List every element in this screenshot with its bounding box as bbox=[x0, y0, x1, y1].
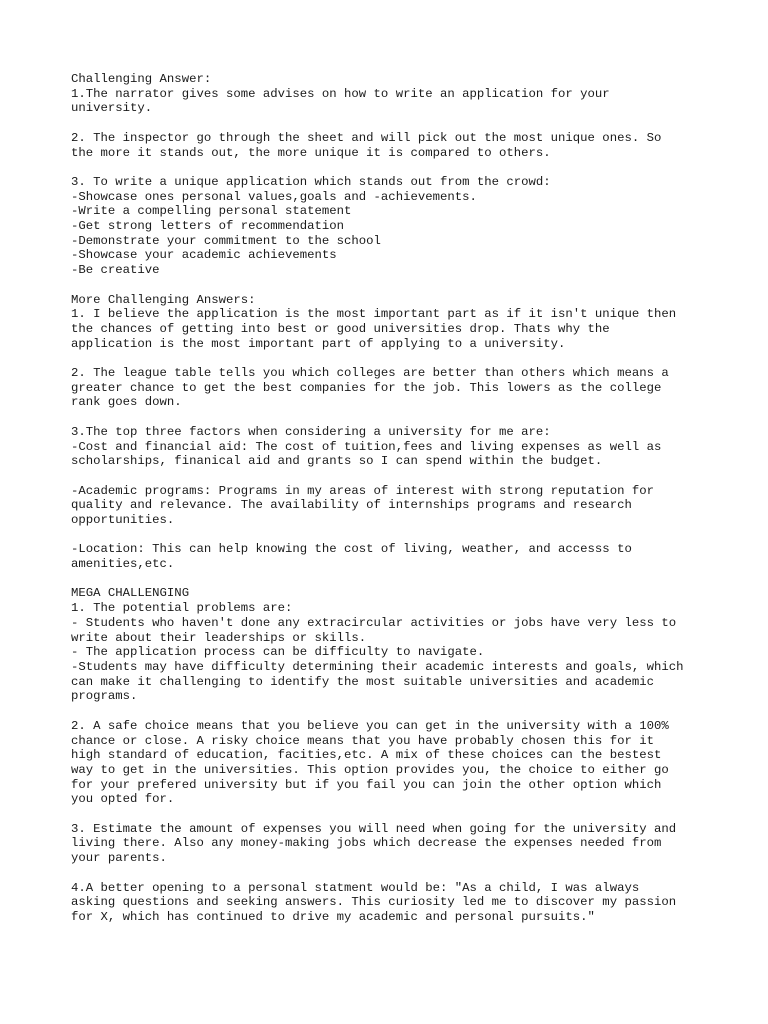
text-line: 2. The inspector go through the sheet and will pick out the most unique ones. So bbox=[71, 130, 662, 145]
list-item: -Students may have difficulty determining their academic interests and goals, which bbox=[71, 660, 684, 674]
text-line: amenities,etc. bbox=[71, 557, 175, 572]
list-item: -Showcase ones personal values,goals and -achievements. bbox=[71, 189, 477, 204]
text-line: 1.The narrator gives some advises on how to write an application for your bbox=[71, 86, 610, 101]
paragraph-academic-programs bbox=[71, 484, 731, 528]
text-line: greater chance to get the best companies for the job. This lowers as the college bbox=[71, 380, 662, 395]
list-item: -Academic programs: Programs in my areas of interest with strong reputation for bbox=[71, 483, 654, 498]
text-line: you opted for. bbox=[71, 792, 175, 807]
section-heading-mega-challenging: MEGA CHALLENGING bbox=[71, 586, 190, 601]
text-line: 4.A better opening to a personal statment would be: "As a child, I was always bbox=[71, 880, 640, 895]
text-line: can make it challenging to identify the most suitable universities and academic bbox=[71, 674, 654, 689]
text-line: 2. The league table tells you which colleges are better than others which means a bbox=[71, 366, 669, 380]
text-line: rank goes down. bbox=[71, 395, 182, 410]
text-line: application is the most important part of applying to a university. bbox=[71, 336, 566, 351]
text-line: programs. bbox=[71, 689, 138, 704]
text-line: your parents. bbox=[71, 851, 167, 866]
paragraph-location bbox=[71, 542, 731, 571]
list-item: -Demonstrate your commitment to the school bbox=[71, 233, 381, 248]
text-line: for your prefered university but if you fail you can join the other option which bbox=[71, 777, 662, 792]
text-line: chance or close. A risky choice means that you have probably chosen this for it bbox=[71, 733, 654, 748]
list-item: -Be creative bbox=[71, 263, 160, 278]
section-heading-more-challenging: More Challenging Answers: bbox=[71, 292, 256, 307]
text-line: write about their leaderships or skills. bbox=[71, 630, 367, 645]
text-line: asking questions and seeking answers. This curiosity led me to discover my passion bbox=[71, 895, 677, 910]
list-item: -Get strong letters of recommendation bbox=[71, 219, 345, 233]
list-item: - The application process can be difficulty to navigate. bbox=[71, 645, 485, 660]
paragraph-mega-challenging-3 bbox=[71, 822, 731, 866]
text-line: opportunities. bbox=[71, 513, 175, 527]
text-line: 3. Estimate the amount of expenses you will need when going for the university and bbox=[71, 821, 677, 836]
text-line: scholarships, finanical aid and grants so I can spend within the budget. bbox=[71, 454, 603, 469]
text-line: 3. To write a unique application which stands out from the crowd: bbox=[71, 174, 551, 189]
list-item: -Showcase your academic achievements bbox=[71, 248, 337, 263]
text-line: high standard of education, facities,etc. A mix of these choices can the bestest bbox=[71, 748, 662, 763]
text-line: 3.The top three factors when considering a university for me are: bbox=[71, 424, 551, 439]
paragraph-more-challenging-2 bbox=[71, 366, 731, 410]
document-page bbox=[71, 72, 731, 939]
paragraph-mega-challenging-2 bbox=[71, 719, 731, 807]
text-line: university. bbox=[71, 101, 153, 116]
text-line: for X, which has continued to drive my academic and personal pursuits." bbox=[71, 909, 595, 924]
text-line: living there. Also any money-making jobs which decrease the expenses needed from bbox=[71, 836, 662, 851]
paragraph-more-challenging-1 bbox=[71, 293, 731, 352]
list-item: -Write a compelling personal statement bbox=[71, 204, 352, 219]
paragraph-mega-challenging-1 bbox=[71, 586, 731, 704]
list-item: -Cost and financial aid: The cost of tuition,fees and living expenses as well as bbox=[71, 439, 662, 454]
text-line: way to get in the universities. This option provides you, the choice to either go bbox=[71, 762, 669, 777]
paragraph-more-challenging-3 bbox=[71, 425, 731, 469]
paragraph-challenging-intro bbox=[71, 72, 731, 116]
text-line: 2. A safe choice means that you believe you can get in the university with a 100% bbox=[71, 718, 669, 733]
text-line: the more it stands out, the more unique it is compared to others. bbox=[71, 145, 551, 160]
paragraph-answer-2 bbox=[71, 131, 731, 160]
text-line: the chances of getting into best or good universities drop. Thats why the bbox=[71, 321, 610, 336]
text-line: 1. I believe the application is the most important part as if it isn't unique then bbox=[71, 307, 677, 322]
list-item: - Students who haven't done any extracircular activities or jobs have very less to bbox=[71, 615, 677, 630]
paragraph-mega-challenging-4 bbox=[71, 881, 731, 925]
section-heading-challenging: Challenging Answer: bbox=[71, 72, 212, 86]
text-line: 1. The potential problems are: bbox=[71, 601, 293, 616]
list-item: -Location: This can help knowing the cost of living, weather, and accesss to bbox=[71, 542, 632, 557]
paragraph-answer-3 bbox=[71, 175, 731, 278]
text-line: quality and relevance. The availability of internships programs and research bbox=[71, 498, 632, 513]
